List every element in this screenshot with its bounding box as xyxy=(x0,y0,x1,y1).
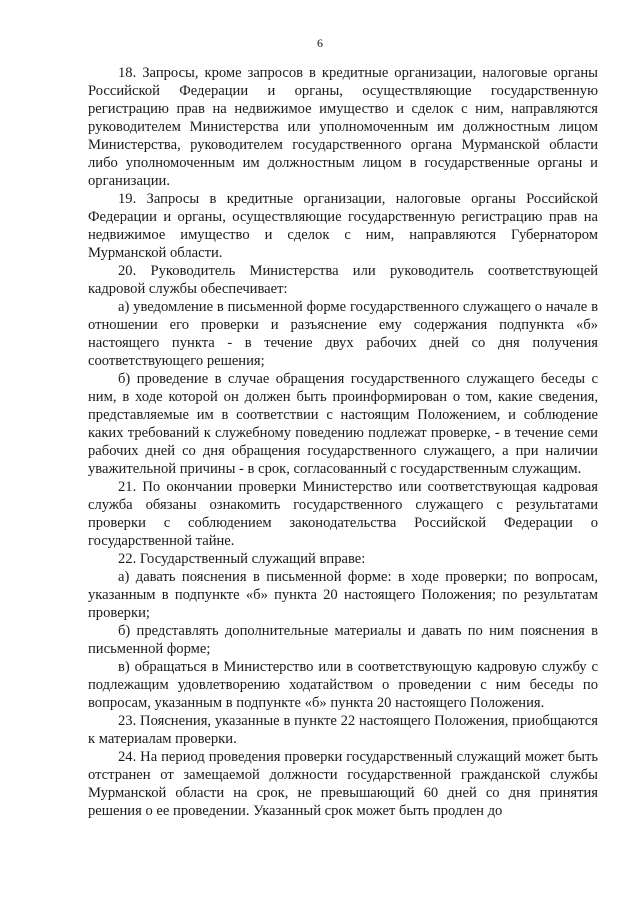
paragraph-24: 24. На период проведения проверки государственный служащий может быть отстранен от замещаемой должности государственной гражданской службы Мурманской области на срок, не превышающий 60 дней со дня принятия решения о ее проведении. Указанный срок может быть продлен до xyxy=(88,749,598,819)
paragraph-22-a: а) давать пояснения в письменной форме: в ходе проверки; по вопросам, указанным в подпункте «б» пункта 20 настоящего Положения; по результатам проверки; xyxy=(88,569,598,621)
paragraph-18: 18. Запросы, кроме запросов в кредитные организации, налоговые органы Российской Федерации и органы, осуществляющие государственную регистрацию прав на недвижимое имущество и сделок с ним, направляются руководителем Министерства или уполномоченным им должностным лицом Министерства, руководителем государственного органа Мурманской области либо уполномоченным им должностным лицом в государственные органы и организации. xyxy=(88,65,598,189)
paragraph-22-c: в) обращаться в Министерство или в соответствующую кадровую службу с подлежащим удовлетворению ходатайством о проведении с ним беседы по вопросам, указанным в подпункте «б» пункта 20 настоящего Положения. xyxy=(88,659,598,711)
page-number: 6 xyxy=(317,36,323,50)
paragraph-20: 20. Руководитель Министерства или руководитель соответствующей кадровой службы обеспечивает: xyxy=(88,263,598,297)
paragraph-19: 19. Запросы в кредитные организации, налоговые органы Российской Федерации и органы, осуществляющие государственную регистрацию прав на недвижимое имущество и сделок с ним, направляются Губернатором Мурманской области. xyxy=(88,191,598,261)
paragraph-22: 22. Государственный служащий вправе: xyxy=(118,551,366,567)
paragraph-20-b: б) проведение в случае обращения государственного служащего беседы с ним, в ходе которой он должен быть проинформирован о том, какие сведения, представляемые им в соответствии с настоящим Положением, и соблюдение каких требований к служебному поведению подлежат проверке, - в течение семи рабочих дней со дня обращения государственного служащего, а при наличии уважительной причины - в срок, согласованный с государственным служащим. xyxy=(88,371,598,477)
paragraph-22-b: б) представлять дополнительные материалы и давать по ним пояснения в письменной форме; xyxy=(88,623,598,657)
paragraph-23: 23. Пояснения, указанные в пункте 22 настоящего Положения, приобщаются к материалам проверки. xyxy=(88,713,598,747)
paragraph-21: 21. По окончании проверки Министерство или соответствующая кадровая служба обязаны ознакомить государственного служащего с результатами проверки с соблюдением законодательства Российской Федерации о государственной тайне. xyxy=(88,479,598,549)
paragraph-20-a: а) уведомление в письменной форме государственного служащего о начале в отношении его проверки и разъяснение ему содержания подпункта «б» настоящего пункта - в течение двух рабочих дней со дня получения соответствующего решения; xyxy=(88,299,598,369)
document-body xyxy=(88,64,598,820)
